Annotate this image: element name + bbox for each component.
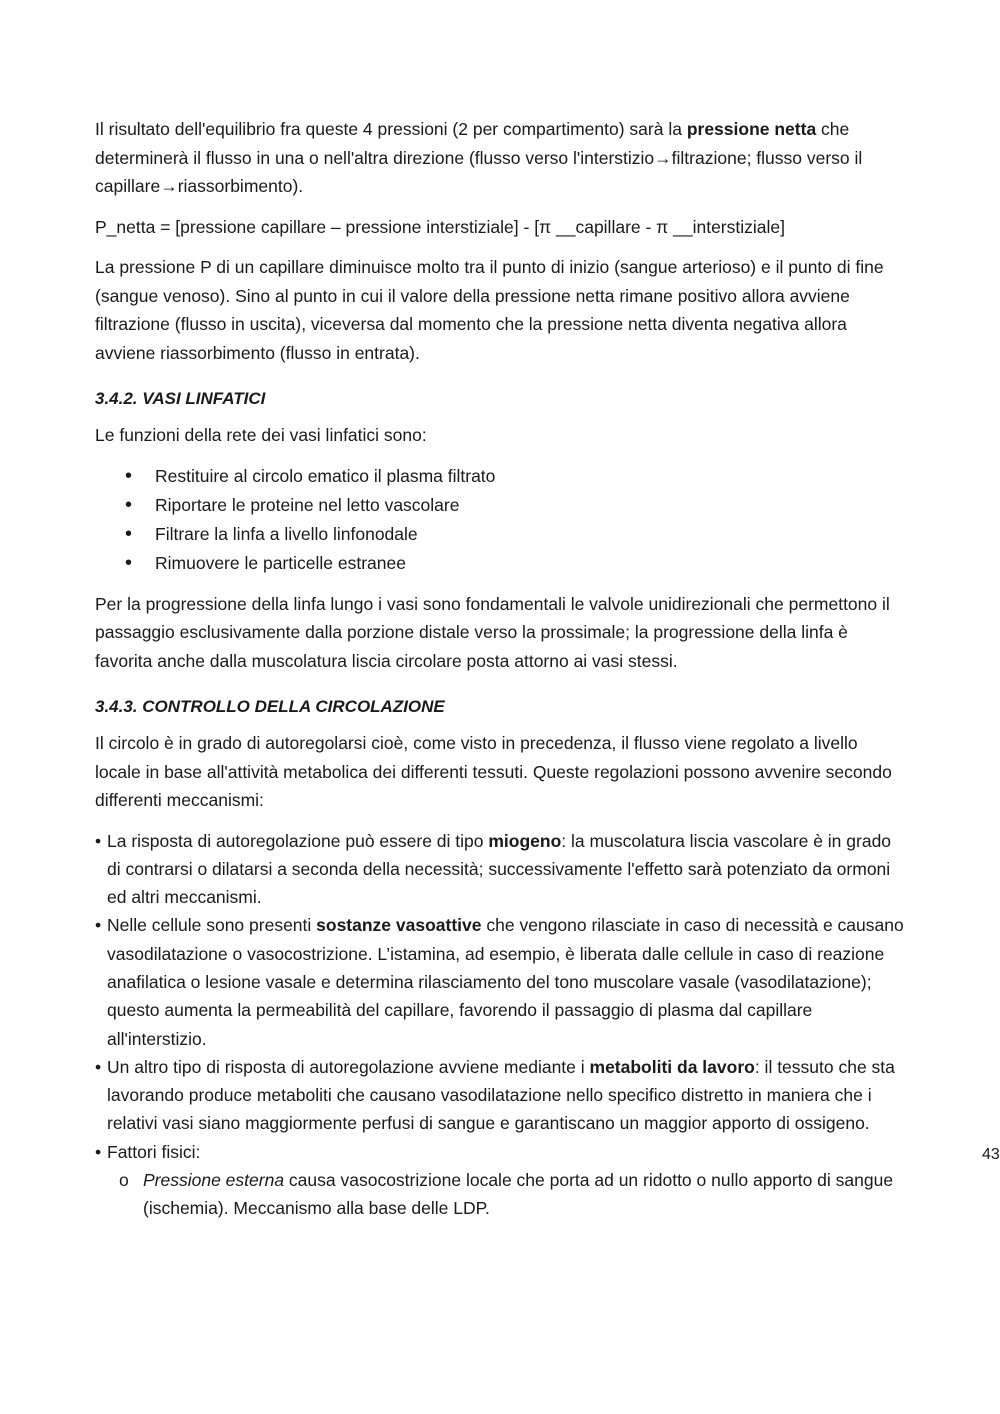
- paragraph-pressione-capillare: La pressione P di un capillare diminuisce molto tra il punto di inizio (sangue arterioso) e il punto di fine (sangue venoso). Sino al punto in cui il valore della pressione netta rimane positivo allora avviene filtrazione (flusso in uscita), viceversa dal momento che la pressione netta diventa negativa allora avviene riassorbimento (flusso in entrata).: [95, 257, 884, 363]
- list-item: • Un altro tipo di risposta di autoregolazione avviene mediante i metaboliti da lavoro: il tessuto che sta lavorando produce metaboliti che causano vasodilatazione nello specifico distretto in maniera che i relativi vasi siano maggiormente perfusi di sangue e garantiscano un maggior apporto di ossigeno.: [95, 1053, 907, 1138]
- intro-vasi-linfatici: Le funzioni della rete dei vasi linfatici sono:: [95, 425, 427, 445]
- heading-controllo-circolazione: 3.4.3. CONTROLLO DELLA CIRCOLAZIONE: [95, 697, 445, 716]
- list-item: • Nelle cellule sono presenti sostanze vasoattive che vengono rilasciate in caso di necessità e causano vasodilatazione o vasocostrizione. L’istamina, ad esempio, è liberata dalle cellule in caso di reazione anafilatica o lesione vasale e determina rilasciamento del tono muscolare vasale (vasodilatazione); questo aumenta la permeabilità del capillare, favorendo il passaggio di plasma dal capillare all'interstizio.: [95, 911, 907, 1052]
- bullet-icon: •: [95, 915, 102, 936]
- page-number: 43: [982, 1146, 1000, 1163]
- list-item: • La risposta di autoregolazione può essere di tipo miogeno: la muscolatura liscia vascolare è in grado di contrarsi o dilatarsi a seconda della necessità; successivamente l'effetto sarà potenziato da ormoni ed altri meccanismi.: [95, 827, 907, 912]
- heading-vasi-linfatici: 3.4.2. VASI LINFATICI: [95, 389, 266, 408]
- list-item: o Pressione esterna causa vasocostrizione locale che porta ad un ridotto o nullo apporto di sangue (ischemia). Meccanismo alla base delle LDP.: [131, 1166, 907, 1223]
- formula-p-netta: P_netta = [pressione capillare – pressione interstiziale] - [π __capillare - π __interstiziale]: [95, 216, 785, 237]
- paragraph-progressione-linfa: Per la progressione della linfa lungo i vasi sono fondamentali le valvole unidirezionali che permettono il passaggio esclusivamente dalla porzione distale verso la prossimale; la progressione della linfa è favorita anche dalla muscolatura liscia circolare posta attorno ai vasi stessi.: [95, 593, 890, 671]
- bullet-icon: •: [95, 1056, 102, 1077]
- document-page: [95, 115, 1000, 1223]
- bullet-icon: •: [95, 830, 102, 851]
- arrow-right-icon: →: [654, 147, 672, 168]
- list-item: • Fattori fisici: o Pressione esterna causa vasocostrizione locale che porta ad un ridotto o nullo apporto di sangue (ischemia). Meccanismo alla base delle LDP.: [95, 1138, 907, 1223]
- list-meccanismi: [95, 827, 907, 1223]
- intro-controllo-circolazione: Il circolo è in grado di autoregolarsi cioè, come visto in precedenza, il flusso viene regolato a livello locale in base all'attività metabolica dei differenti tessuti. Queste regolazioni possono avvenire secondo differenti meccanismi:: [95, 733, 892, 810]
- paragraph-pressione-netta: Il risultato dell'equilibrio fra queste 4 pressioni (2 per compartimento) sarà la pressione netta che determinerà il flusso in una o nell'altra direzione (flusso verso l'interstizio→filtrazione; flusso verso il capillare→riassorbimento).: [95, 119, 863, 196]
- sublist-fattori-fisici: [107, 1166, 907, 1223]
- circle-bullet-icon: o: [119, 1170, 129, 1191]
- list-item: • Riportare le proteine nel letto vascolare: [125, 491, 907, 520]
- bullet-icon: •: [95, 1141, 102, 1162]
- list-funzioni-linfatici: [95, 462, 907, 578]
- list-item: • Filtrare la linfa a livello linfonodale: [125, 520, 907, 549]
- arrow-right-icon: →: [160, 176, 178, 196]
- bold-pressione-netta: pressione netta: [686, 119, 817, 139]
- list-item: • Restituire al circolo ematico il plasma filtrato: [125, 462, 907, 491]
- list-item: • Rimuovere le particelle estranee: [125, 549, 907, 578]
